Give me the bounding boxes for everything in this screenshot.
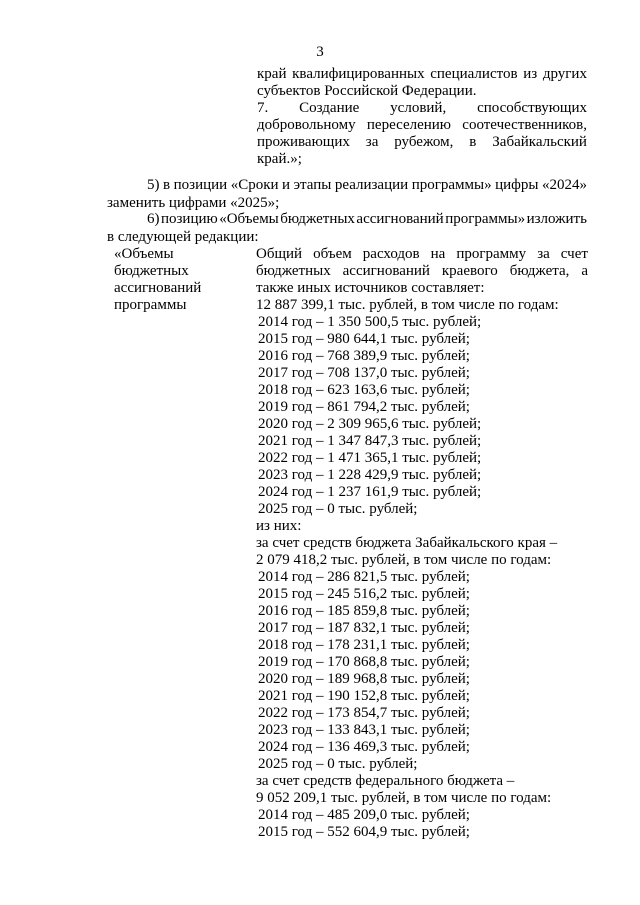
of-them-label: из них: [256, 518, 302, 534]
federal-year-line: 2014 год – 485 209,0 тыс. рублей; [258, 807, 470, 823]
continuation-line-4: добровольному переселению соотечественников, [257, 117, 587, 133]
total-year-line: 2014 год – 1 350 500,5 тыс. рублей; [258, 314, 482, 330]
regional-year-line: 2016 год – 185 859,8 тыс. рублей; [258, 603, 470, 619]
regional-year-line: 2021 год – 190 152,8 тыс. рублей; [258, 688, 470, 704]
page-number: 3 [316, 44, 324, 60]
total-year-line: 2021 год – 1 347 847,3 тыс. рублей; [258, 433, 482, 449]
regional-year-line: 2018 год – 178 231,1 тыс. рублей; [258, 637, 470, 653]
total-year-line: 2018 год – 623 163,6 тыс. рублей; [258, 382, 470, 398]
item-6-line-1: 6) позицию «Объемы бюджетных ассигнований программы» изложить [147, 211, 587, 227]
total-year-line: 2022 год – 1 471 365,1 тыс. рублей; [258, 450, 482, 466]
total-year-line: 2024 год – 1 237 161,9 тыс. рублей; [258, 484, 482, 500]
regional-year-line: 2023 год – 133 843,1 тыс. рублей; [258, 722, 470, 738]
federal-heading: за счет средств федерального бюджета – [256, 773, 515, 789]
intro-line-1: Общий объем расходов на программу за счет [256, 246, 588, 262]
regional-year-line: 2020 год – 189 968,8 тыс. рублей; [258, 671, 470, 687]
continuation-line-6: край.»; [257, 151, 302, 167]
continuation-line-1: край квалифицированных специалистов из других [257, 66, 587, 82]
total-year-line: 2015 год – 980 644,1 тыс. рублей; [258, 331, 470, 347]
federal-total: 9 052 209,1 тыс. рублей, в том числе по годам: [256, 790, 552, 806]
regional-year-line: 2015 год – 245 516,2 тыс. рублей; [258, 586, 470, 602]
intro-line-2: бюджетных ассигнований краевого бюджета, а [256, 263, 588, 279]
regional-year-line: 2017 год – 187 832,1 тыс. рублей; [258, 620, 470, 636]
federal-year-line: 2015 год – 552 604,9 тыс. рублей; [258, 824, 470, 840]
total-year-line: 2016 год – 768 389,9 тыс. рублей; [258, 348, 470, 364]
position-label: «Объемы бюджетных ассигнований программы [114, 246, 202, 313]
regional-heading: за счет средств бюджета Забайкальского края – [256, 535, 558, 551]
regional-year-line: 2024 год – 136 469,3 тыс. рублей; [258, 739, 470, 755]
regional-total: 2 079 418,2 тыс. рублей, в том числе по годам: [256, 552, 552, 568]
position-content [256, 246, 588, 841]
continuation-line-3: 7. Создание условий, способствующих [257, 100, 587, 116]
total-year-line: 2020 год – 2 309 965,6 тыс. рублей; [258, 416, 482, 432]
total-year-line: 2025 год – 0 тыс. рублей; [258, 501, 418, 517]
item-6-line-2: в следующей редакции: [107, 229, 259, 245]
regional-year-line: 2022 год – 173 854,7 тыс. рублей; [258, 705, 470, 721]
continuation-line-5: проживающих за рубежом, в Забайкальский [257, 134, 587, 150]
continuation-line-2: субъектов Российской Федерации. [257, 83, 477, 99]
item-5-line-1: 5) в позиции «Сроки и этапы реализации программы» цифры «2024» [147, 177, 587, 193]
total-year-line: 2017 год – 708 137,0 тыс. рублей; [258, 365, 470, 381]
total-year-line: 2019 год – 861 794,2 тыс. рублей; [258, 399, 470, 415]
intro-line-3: также иных источников составляет: [256, 280, 485, 296]
regional-year-line: 2025 год – 0 тыс. рублей; [258, 756, 418, 772]
amendment-items [107, 177, 587, 245]
item-5-line-2: заменить цифрами «2025»; [107, 195, 280, 211]
continuation-block [257, 66, 587, 168]
total-year-line: 2023 год – 1 228 429,9 тыс. рублей; [258, 467, 482, 483]
regional-year-line: 2014 год – 286 821,5 тыс. рублей; [258, 569, 470, 585]
regional-year-line: 2019 год – 170 868,8 тыс. рублей; [258, 654, 470, 670]
total-line: 12 887 399,1 тыс. рублей, в том числе по годам: [256, 297, 559, 313]
